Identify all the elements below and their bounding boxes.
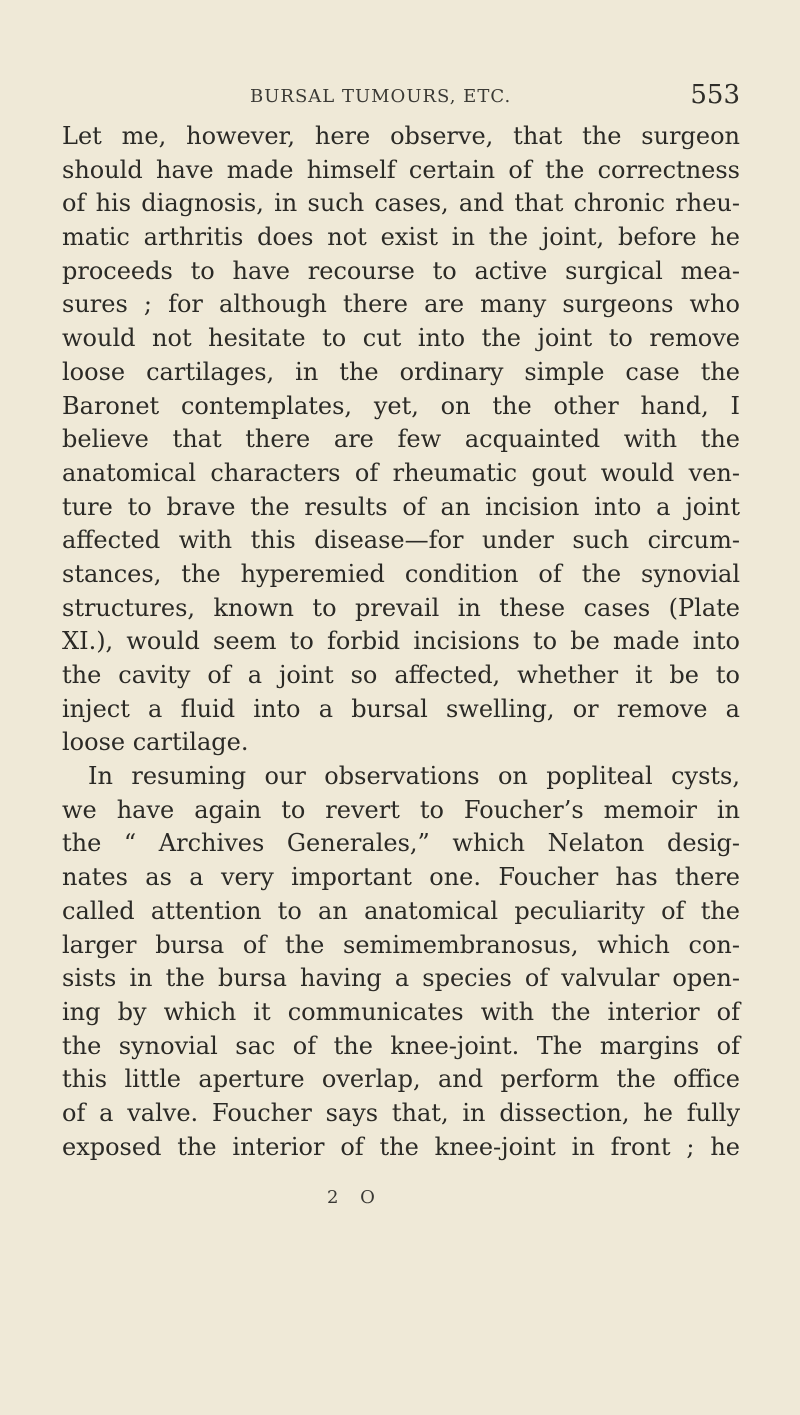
text-line: believe that there are few acquainted with the xyxy=(62,425,740,454)
text-line: we have again to revert to Foucher’s memoir in xyxy=(62,795,740,824)
running-head: BURSAL TUMOURS, ETC. xyxy=(250,86,512,107)
text-line: anatomical characters of rheumatic gout would ven- xyxy=(62,458,740,487)
text-line: exposed the interior of the knee-joint in front ; he xyxy=(62,1132,740,1161)
body-text xyxy=(62,120,740,1164)
text-line: sists in the bursa having a species of valvular open- xyxy=(62,964,740,993)
text-line: ing by which it communicates with the interior of xyxy=(62,997,740,1026)
text-line: structures, known to prevail in these cases (Plate xyxy=(62,593,740,622)
paragraph-end-line: loose cartilage. xyxy=(62,728,249,757)
text-line: nates as a very important one. Foucher has there xyxy=(62,863,740,892)
text-line: this little aperture overlap, and perform the office xyxy=(62,1065,740,1094)
page-header xyxy=(60,80,740,116)
text-line: would not hesitate to cut into the joint to remove xyxy=(62,324,740,353)
text-line: XI.), would seem to forbid incisions to be made into xyxy=(62,627,740,656)
text-line: loose cartilages, in the ordinary simple case the xyxy=(62,357,740,386)
text-line: stances, the hyperemied condition of the synovial xyxy=(62,559,740,588)
text-line: sures ; for although there are many surgeons who xyxy=(62,290,740,319)
text-line: the “ Archives Generales,” which Nelaton desig- xyxy=(62,829,740,858)
text-line: called attention to an anatomical peculiarity of the xyxy=(62,896,740,925)
text-line: proceeds to have recourse to active surgical mea- xyxy=(62,256,740,285)
text-line: Let me, however, here observe, that the surgeon xyxy=(62,122,740,150)
text-line: of his diagnosis, in such cases, and that chronic rheu- xyxy=(62,189,740,218)
signature-mark: 2 O xyxy=(327,1187,383,1208)
text-line: should have made himself certain of the correctness xyxy=(62,155,740,184)
text-line: ture to brave the results of an incision into a joint xyxy=(62,492,740,521)
text-line: the cavity of a joint so affected, whether it be to xyxy=(62,661,740,689)
text-line: of a valve. Foucher says that, in dissection, he fully xyxy=(62,1098,740,1127)
text-line: larger bursa of the semimembranosus, which con- xyxy=(62,930,740,959)
page-number: 553 xyxy=(690,80,740,110)
text-line: Baronet contemplates, yet, on the other hand, I xyxy=(62,391,740,420)
text-line: the synovial sac of the knee-joint. The margins of xyxy=(62,1031,740,1060)
paragraph-start-line: In resuming our observations on popliteal cysts, xyxy=(88,762,740,791)
text-line: inject a fluid into a bursal swelling, or remove a xyxy=(62,694,740,723)
text-line: matic arthritis does not exist in the joint, before he xyxy=(62,223,740,252)
text-line: affected with this disease—for under such circum- xyxy=(62,526,740,555)
